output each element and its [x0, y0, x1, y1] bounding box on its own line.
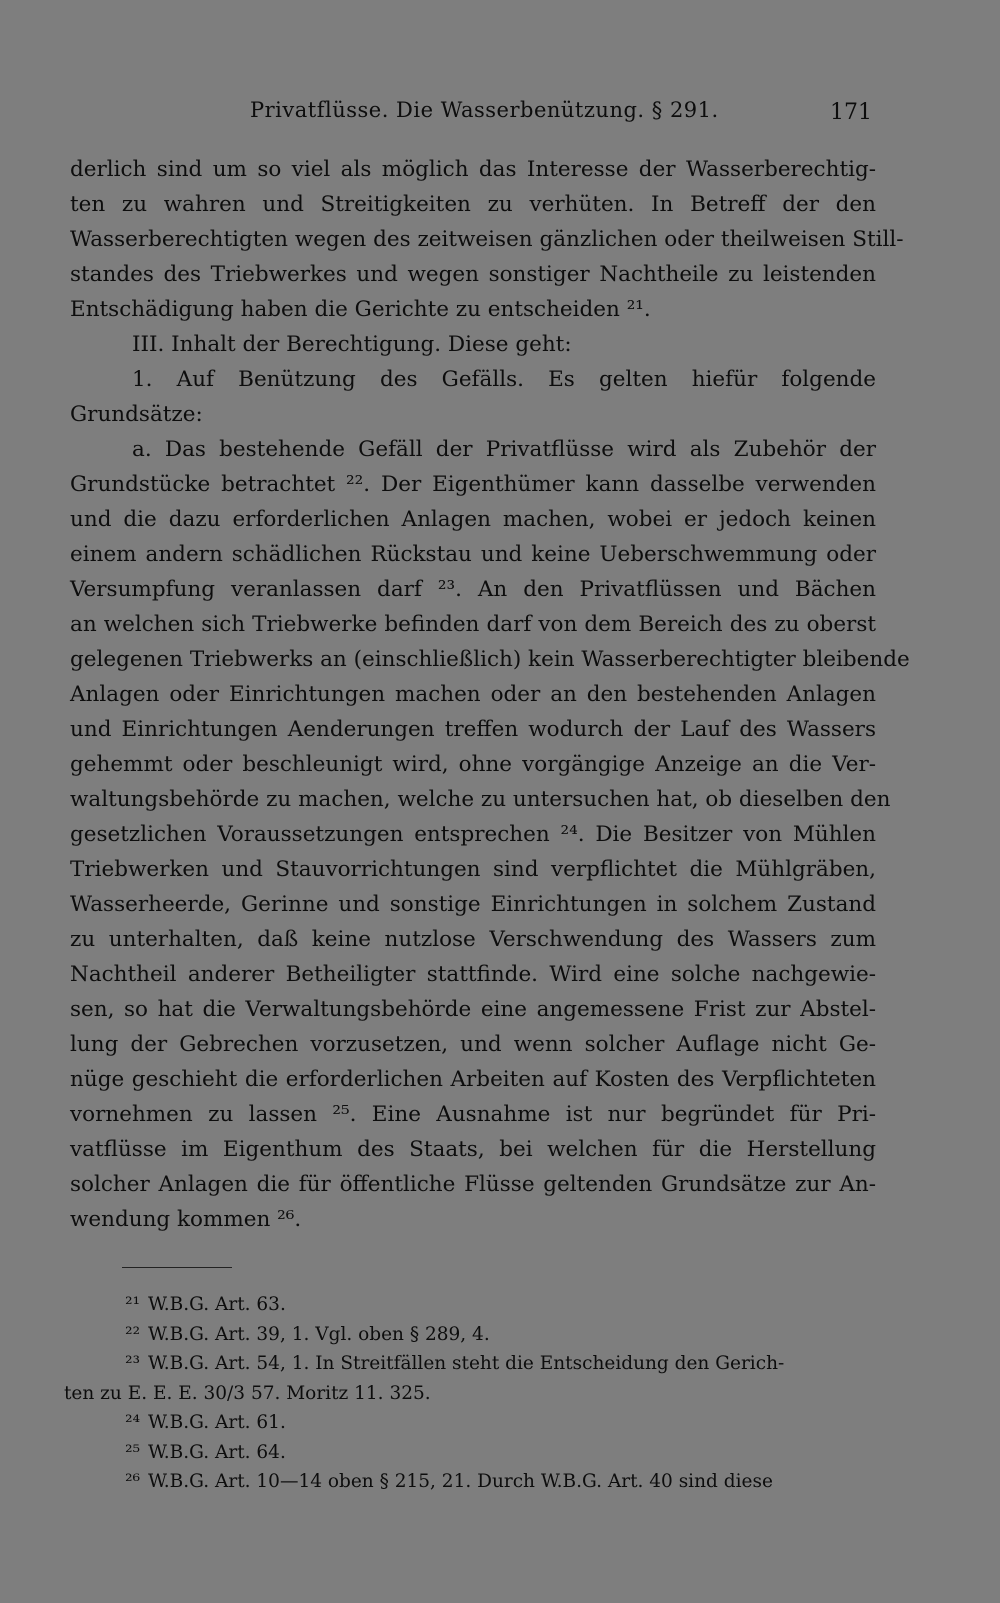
- footnotes: [64, 1290, 870, 1497]
- body-line: gelegenen Triebwerks an (einschließlich) kein Wasserberechtigter bleibende: [70, 647, 910, 672]
- body-line: standes des Triebwerkes und wegen sonstiger Nachtheile zu leistenden: [70, 262, 876, 287]
- footnote-number: ²³: [125, 1353, 140, 1374]
- body-line: lung der Gebrechen vorzusetzen, und wenn solcher Auflage nicht Ge-: [70, 1032, 876, 1057]
- footnote: [64, 1438, 870, 1468]
- body-line: derlich sind um so viel als möglich das Interesse der Wasserberechtig-: [70, 157, 876, 182]
- footnote-text: W.B.G. Art. 64.: [148, 1441, 286, 1463]
- body-line: wendung kommen ²⁶.: [70, 1207, 302, 1232]
- body-line: Wasserheerde, Gerinne und sonstige Einrichtungen in solchem Zustand: [70, 892, 876, 917]
- body-line: Grundstücke betrachtet ²². Der Eigenthümer kann dasselbe verwenden: [70, 472, 876, 497]
- footnote-number: ²⁵: [125, 1441, 140, 1463]
- body-line: gehemmt oder beschleunigt wird, ohne vorgängige Anzeige an die Ver-: [70, 752, 876, 777]
- body-line: Nachtheil anderer Betheiligter stattfinde. Wird eine solche nachgewie-: [70, 962, 876, 987]
- footnote: [64, 1467, 870, 1497]
- body-text: [70, 152, 910, 1237]
- body-line: Entschädigung haben die Gerichte zu entscheiden ²¹.: [70, 297, 651, 322]
- body-line: Anlagen oder Einrichtungen machen oder an den bestehenden Anlagen: [70, 682, 876, 707]
- body-line: vatflüsse im Eigenthum des Staats, bei welchen für die Herstellung: [70, 1137, 876, 1162]
- footnote: [64, 1290, 870, 1320]
- body-line: nüge geschieht die erforderlichen Arbeiten auf Kosten des Verpflichteten: [70, 1067, 876, 1092]
- footnote-text: W.B.G. Art. 54, 1. In Streitfällen steht die Entscheidung den Gerich-: [148, 1353, 785, 1374]
- footnote-text: W.B.G. Art. 63.: [148, 1294, 286, 1315]
- body-line: Versumpfung veranlassen darf ²³. An den Privatflüssen und Bächen: [70, 577, 876, 602]
- running-header: Privatflüsse. Die Wasserbenützung. § 291.: [250, 98, 719, 122]
- body-line: waltungsbehörde zu machen, welche zu untersuchen hat, ob dieselben den: [70, 787, 891, 812]
- footnote-number: ²¹: [125, 1294, 140, 1315]
- footnote-rule: [122, 1267, 232, 1268]
- body-line: gesetzlichen Voraussetzungen entsprechen ²⁴. Die Besitzer von Mühlen: [70, 822, 876, 847]
- footnote-continuation: ten zu E. E. E. 30/3 57. Moritz 11. 325.: [64, 1382, 431, 1404]
- body-line: sen, so hat die Verwaltungsbehörde eine angemessene Frist zur Abstel-: [70, 997, 876, 1022]
- body-line: und die dazu erforderlichen Anlagen machen, wobei er jedoch keinen: [70, 507, 876, 532]
- body-line: Wasserberechtigten wegen des zeitweisen gänzlichen oder theilweisen Still-: [70, 227, 904, 252]
- footnote-number: ²⁴: [125, 1412, 140, 1433]
- footnote-text: W.B.G. Art. 61.: [148, 1412, 286, 1433]
- body-line: 1. Auf Benützung des Gefälls. Es gelten hiefür folgende: [132, 367, 876, 392]
- body-line: Triebwerken und Stauvorrichtungen sind verpflichtet die Mühlgräben,: [70, 857, 876, 882]
- page-number: 171: [830, 100, 872, 125]
- footnote-number: ²²: [125, 1323, 140, 1345]
- footnote-number: ²⁶: [125, 1471, 140, 1492]
- body-line: einem andern schädlichen Rückstau und keine Ueberschwemmung oder: [70, 542, 876, 567]
- body-line: zu unterhalten, daß keine nutzlose Verschwendung des Wassers zum: [70, 927, 876, 952]
- footnote-text: W.B.G. Art. 39, 1. Vgl. oben § 289, 4.: [148, 1323, 490, 1345]
- body-line: an welchen sich Triebwerke befinden darf von dem Bereich des zu oberst: [70, 612, 876, 637]
- body-line: Grundsätze:: [70, 402, 203, 427]
- body-line: und Einrichtungen Aenderungen treffen wodurch der Lauf des Wassers: [70, 717, 876, 742]
- footnote: [64, 1320, 870, 1350]
- footnote: [64, 1349, 870, 1379]
- body-line: solcher Anlagen die für öffentliche Flüsse geltenden Grundsätze zur An-: [70, 1172, 876, 1197]
- body-line: vornehmen zu lassen ²⁵. Eine Ausnahme ist nur begründet für Pri-: [70, 1102, 876, 1127]
- body-line: ten zu wahren und Streitigkeiten zu verhüten. In Betreff der den: [70, 192, 876, 217]
- body-line: a. Das bestehende Gefäll der Privatflüsse wird als Zubehör der: [132, 437, 876, 462]
- footnote: [64, 1408, 870, 1438]
- footnote-text: W.B.G. Art. 10—14 oben § 215, 21. Durch W.B.G. Art. 40 sind diese: [148, 1471, 773, 1492]
- body-line: III. Inhalt der Berechtigung. Diese geht:: [132, 332, 572, 357]
